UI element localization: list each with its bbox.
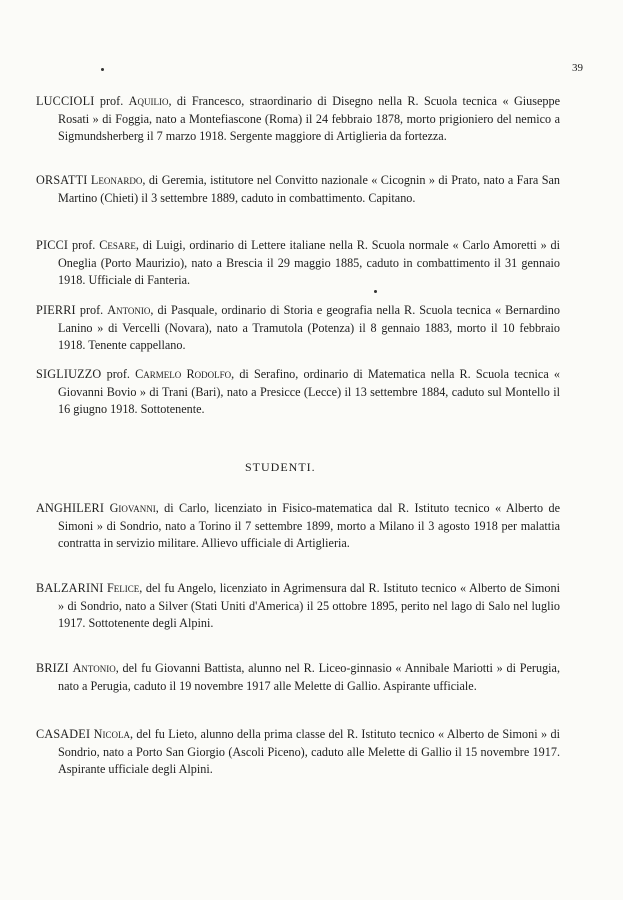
entry-given-name: Antonio (72, 661, 116, 675)
entry-text: , di Pasquale, ordinario di Storia e geografia nella R. Scuola tecnica « Bernardino Lanino » di Vercelli (Novara), nato a Tramutola (Potenza) il 8 gennaio 1883, morto il 10 febbraio 1918. Tenente cappellano. (58, 303, 560, 352)
entry-given-name: Aquilio (128, 94, 169, 108)
entry-pierri (36, 302, 560, 355)
ink-speck (101, 68, 104, 71)
entry-text: , del fu Lieto, alunno della prima classe del R. Istituto tecnico « Alberto de Simoni » di Sondrio, nato a Porto San Giorgio (Ascoli Piceno), caduto alle Melette di Gallio il 15 novembre 1917. Aspirante ufficiale degli Alpini. (58, 727, 561, 776)
entry-picci (36, 237, 560, 290)
entry-given-name: Carmelo Rodolfo (135, 367, 232, 381)
entry-title: prof. (79, 303, 104, 317)
entry-text: , di Francesco, straordinario di Disegno nella R. Scuola tecnica « Giuseppe Rosati » di Foggia, nato a Montefiascone (Roma) il 24 febbraio 1878, morto prigioniero del nemico a Sigmundsherberg il 7 marzo 1918. Sergente maggiore di Artiglieria da fortezza. (58, 94, 561, 143)
entry-text: , del fu Angelo, licenziato in Agrimensura dal R. Istituto tecnico « Alberto de Simoni » di Sondrio, nato a Silver (Stati Uniti d'America) il 25 ottobre 1895, perito nel lago di Salo nel luglio 1917. Sottotenente degli Alpini. (58, 581, 560, 630)
section-heading: STUDENTI. (245, 460, 316, 474)
entry-orsatti (36, 172, 560, 207)
entry-brizi (36, 660, 560, 695)
entry-given-name: Leonardo (90, 173, 143, 187)
entry-title: prof. (106, 367, 130, 381)
entry-surname: LUCCIOLI (36, 94, 95, 108)
entry-given-name: Cesare (99, 238, 136, 252)
entry-casadei (36, 726, 560, 779)
entry-luccioli (36, 93, 560, 146)
entry-text: , di Geremia, istitutore nel Convitto nazionale « Cicognin » di Prato, nato a Fara San Martino (Chieti) il 3 settembre 1889, caduto in combattimento. Capitano. (58, 173, 560, 205)
entry-surname: BRIZI (36, 661, 69, 675)
entry-given-name: Antonio (107, 303, 151, 317)
entry-text: , di Carlo, licenziato in Fisico-matematica dal R. Istituto tecnico « Alberto de Simoni » di Sondrio, nato a Torino il 7 settembre 1899, morto a Milano il 3 agosto 1918 per malattia contratta in servizio militare. Allievo ufficiale di Artiglieria. (58, 501, 560, 550)
entry-text: , di Serafino, ordinario di Matematica nella R. Scuola tecnica « Giovanni Bovio » di Trani (Bari), nato a Presicce (Lecce) il 13 settembre 1884, caduto sul Montello il 16 giugno 1918. Sottotenente. (58, 367, 561, 416)
entry-given-name: Nicola (93, 727, 130, 741)
entry-surname: SIGLIUZZO (36, 367, 102, 381)
entry-surname: CASADEI (36, 727, 91, 741)
entry-surname: PIERRI (36, 303, 76, 317)
entry-surname: PICCI (36, 238, 69, 252)
entry-title: prof. (72, 238, 96, 252)
entry-title: prof. (99, 94, 124, 108)
entry-surname: ANGHILERI (36, 501, 105, 515)
entry-surname: BALZARINI (36, 581, 104, 595)
entry-sigliuzzo (36, 366, 560, 419)
entry-balzarini (36, 580, 560, 633)
entry-given-name: Felice (107, 581, 140, 595)
page-number: 39 (572, 62, 583, 74)
ink-speck (374, 290, 377, 293)
entry-given-name: Giovanni (109, 501, 156, 515)
entry-anghileri (36, 500, 560, 553)
entry-text: , del fu Giovanni Battista, alunno nel R. Liceo-ginnasio « Annibale Mariotti » di Perugia, nato a Perugia, caduto il 19 novembre 1917 alle Melette di Gallio. Aspirante ufficiale. (58, 661, 561, 693)
entry-text: , di Luigi, ordinario di Lettere italiane nella R. Scuola normale « Carlo Amoretti » di Oneglia (Porto Maurizio), nato a Brescia il 29 maggio 1885, caduto in combattimento il 31 gennaio 1918. Ufficiale di Fanteria. (58, 238, 560, 287)
entry-surname: ORSATTI (36, 173, 88, 187)
